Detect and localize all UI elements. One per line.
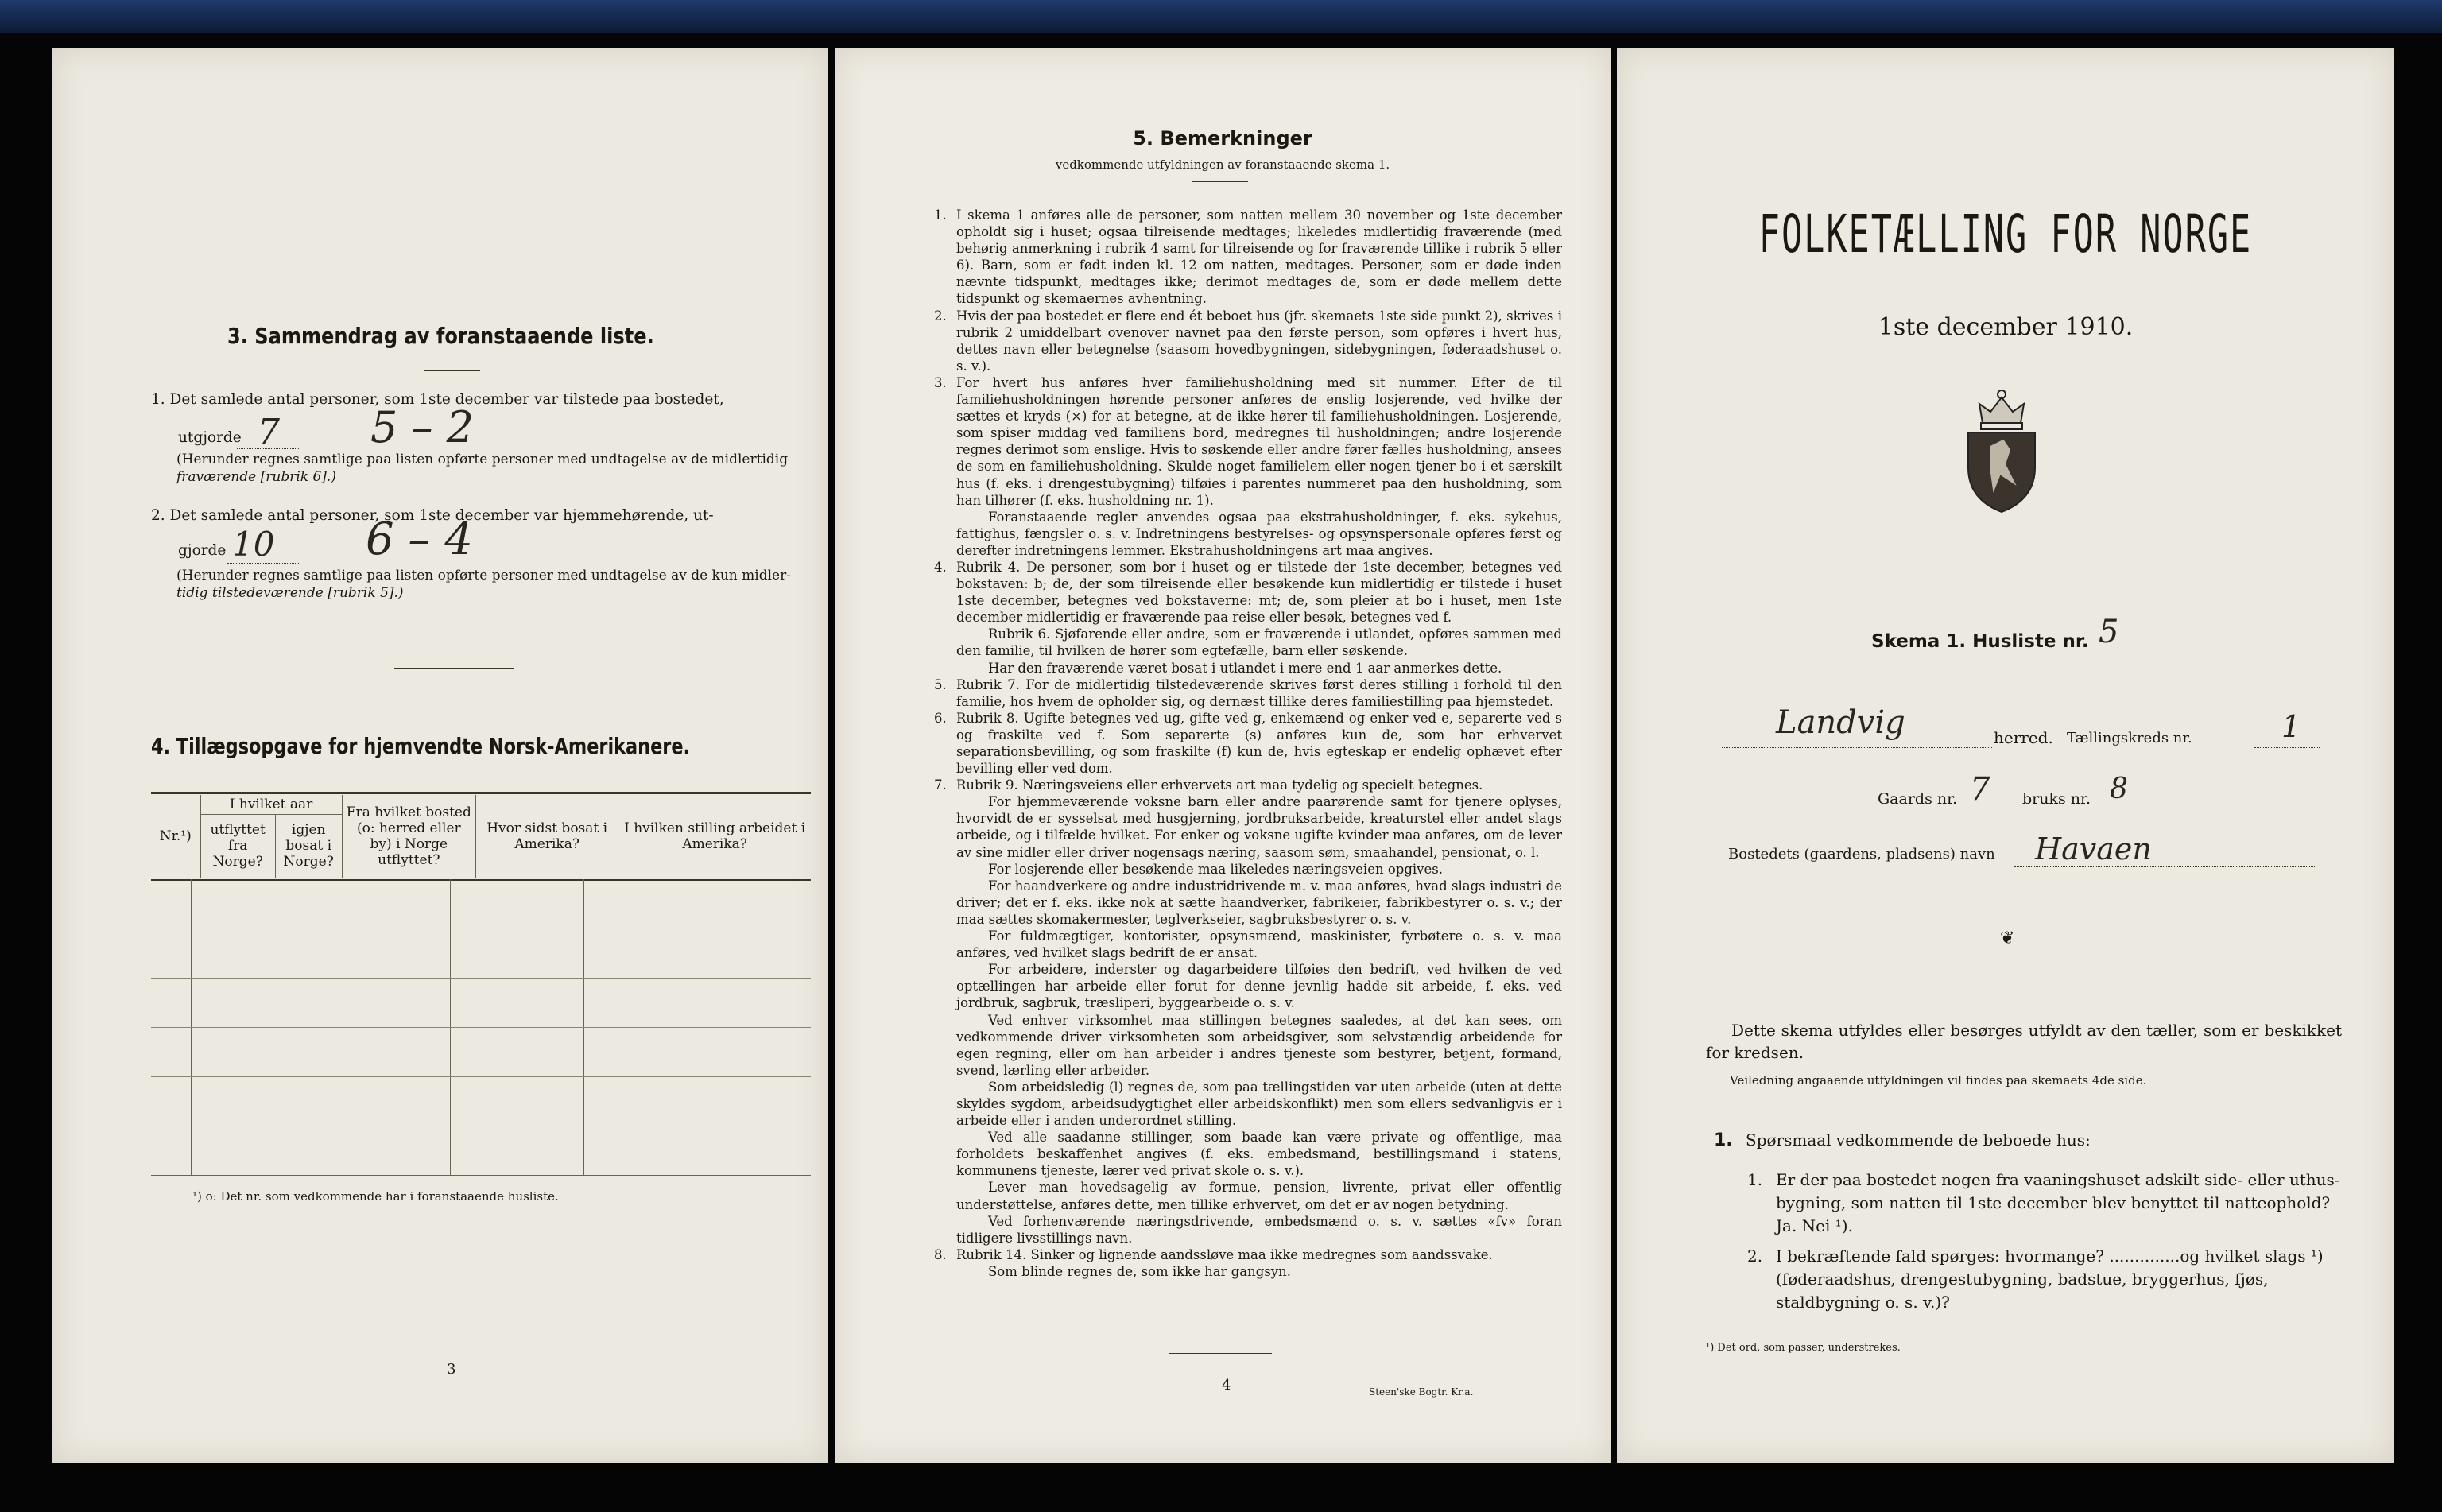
remarks-title: 5. Bemerkninger [1133, 127, 1312, 149]
remarks-subtitle: vedkommende utfyldningen av foranstaaende skema 1. [1055, 157, 1390, 172]
q1-prefix: utgjorde [178, 429, 242, 446]
q2-num: 2. [1747, 1246, 1763, 1266]
bosted-label: Bostedets (gaardens, pladsens) navn [1728, 846, 1995, 863]
remark-text: Foranstaaende regler anvendes ogsaa paa ekstrahusholdninger, f. eks. sykehus, fattighus, fængsler o. s. v. Indretningens bestyrelses- og opsynspersonale opføres først og derefter indretningens lemmer. Ekstrahusholdningens art maa angives. [956, 509, 1562, 558]
herred-label: herred. [1994, 728, 2053, 747]
col-fra: Fra hvilket bosted (o: herred eller by) i Norge utflyttet? [342, 795, 476, 878]
q1-handwritten: 5 – 2 [370, 402, 475, 452]
page-number: 3 [447, 1361, 456, 1378]
remark-item [934, 660, 1562, 677]
remark-item [934, 509, 1562, 559]
remark-text: For hvert hus anføres hver familiehusholdning med sit nummer. Efter de til familiehusholdningen hørende personer anføres de enslig losjerende, ved hvilke der sættes et kryds (×) for at betegne, at de ikke hører til familiehusholdningen. Losjerende, som spiser middag ved familiens bord, medregnes til husholdningen; andre losjerende regnes derimot som enslige. Hvis to søskende eller andre fører fælles husholdning, ansees de som en familiehusholdning. Skulde noget familielem eller nogen tjener bo i et særskilt hus (f. eks. i drengestubygning) tilføies i parentes nummeret paa den husholdning, som han tilhører (f. eks. husholdning nr. 1). [956, 374, 1562, 508]
page-number: 4 [1222, 1377, 1231, 1394]
remark-text: Har den fraværende været bosat i utlandet i mere end 1 aar anmerkes dette. [988, 660, 1502, 676]
q2-value: 10 [232, 525, 275, 564]
remark-text: Ved enhver virksomhet maa stillingen betegnes saaledes, at det kan sees, om vedkommende driver virksomheten som arbeidsgiver, som selvstændig arbeidende for egen regning, eller om han arbeider i andres tjeneste som bestyrer, betjent, formand, svend, lærling eller arbeider. [956, 1012, 1562, 1078]
row-line [151, 1027, 811, 1028]
remark-item [934, 861, 1562, 878]
remark-item [934, 1246, 1562, 1263]
remark-item [934, 878, 1562, 928]
remark-text: Hvis der paa bostedet er flere end ét beboet hus (jfr. skemaets 1ste side punkt 2), skrives i rubrik 2 umiddelbart ovenover navnet paa den første person, som opføres i hvert hus, dettes navn eller betegnelse (saasom hovedbygningen, sidebygningen, føderaadshuset o. s. v.). [956, 308, 1562, 374]
remark-text: For fuldmægtiger, kontorister, opsynsmænd, maskinister, fyrbøtere o. s. v. maa anføres, ved hvilket slags bedrift de er ansat. [956, 929, 1562, 961]
col-group: I hvilket aar [200, 795, 342, 814]
remark-item [934, 677, 1562, 710]
remark-number: 6. [934, 710, 947, 726]
q1-num: 1. [1747, 1170, 1763, 1189]
q2-text: 2. Det samlede antal personer, som 1ste december var hjemmehørende, ut- [151, 507, 714, 524]
intro-small: Veiledning angaaende utfyldningen vil findes paa skemaets 4de side. [1730, 1073, 2147, 1087]
remark-text: I skema 1 anføres alle de personer, som natten mellem 30 november og 1ste december opholdt sig i huset; ogsaa tilreisende medtages; likeledes midlertidig fraværende (med behørig anmerkning i rubrik 4 samt for tilreisende og for fraværende tillike i rubrik 5 eller 6). Barn, som er født inden kl. 12 om natten, medtages. Personer, som er døde inden nævnte tidspunkt, medtages ikke; derimot medtages de, som er døde mellem dette tidspunkt og skemaernes avhentning. [956, 207, 1562, 307]
q1-value: 7 [258, 412, 280, 452]
norsk-amerikanere-table [151, 795, 811, 878]
remark-number: 1. [934, 207, 947, 223]
remark-item [934, 1012, 1562, 1079]
main-title: FOLKETÆLLING FOR NORGE [1758, 204, 2253, 265]
remark-text: Ved forhenværende næringsdrivende, embedsmænd o. s. v. sættes «fv» foran tidligere livsstillings navn. [956, 1213, 1562, 1246]
bosted-line [2014, 866, 2316, 867]
middle-page [835, 48, 1611, 1463]
col-nr: Nr.¹) [151, 795, 200, 878]
remark-number: 7. [934, 777, 947, 793]
census-date: 1ste december 1910. [1878, 313, 2134, 341]
q2-note-2: tidig tilstedeværende [rubrik 5].) [176, 585, 404, 601]
bruks-label: bruks nr. [2022, 790, 2091, 808]
divider [1169, 1353, 1272, 1354]
remarks-list [934, 207, 1562, 1280]
krets-line [2254, 747, 2320, 748]
divider [1192, 181, 1248, 182]
col-igjen: igjen bosat i Norge? [275, 814, 342, 878]
table-body-frame [151, 879, 811, 1176]
remark-item [934, 1263, 1562, 1280]
section-3-title: 3. Sammendrag av foranstaaende liste. [227, 323, 654, 349]
remark-text: Rubrik 7. For de midlertidig tilstedeværende skrives først deres stilling i forhold til den familie, hos hvem de opholder sig, og dernæst tillike deres familiestilling paa hjemstedet. [956, 677, 1562, 709]
remark-item [934, 626, 1562, 659]
remark-text: For losjerende eller besøkende maa likeledes næringsveien opgives. [988, 861, 1443, 877]
question-head-num: 1. [1714, 1130, 1733, 1150]
scanner-top-band [0, 0, 2442, 33]
remark-text: Som arbeidsledig (l) regnes de, som paa tællingstiden var uten arbeide (uten at dette skyldes sygdom, arbeidsudygtighet eller arbeidskonflikt) men som ellers sedvanligvis er i arbeide eller i anden underordnet stilling. [956, 1079, 1562, 1129]
q2-text: I bekræftende fald spørges: hvormange? ..............og hvilket slags ¹) (føderaadshus, drengestubygning, badstue, bryggerhus, fjøs, staldbygning o. s. v.)? [1776, 1246, 2324, 1312]
krets-label: Tællingskreds nr. [2067, 730, 2192, 746]
title-wrap [1617, 204, 2394, 265]
intro-text: Dette skema utfyldes eller besørges utfyldt av den tæller, som er beskikket for kredsen. [1706, 1021, 2342, 1062]
herred-line [1722, 747, 1992, 748]
remark-item [934, 374, 1562, 509]
remark-number: 4. [934, 559, 947, 575]
divider [394, 668, 514, 669]
remark-text: For hjemmeværende voksne barn eller andre paarørende samt for tjenere oplyses, hvorvidt de er sysselsat med husgjerning, jordbruksarbeide, kreaturstel eller andet slags arbeide, og i tilfælde hvilket. For enker og voksne ugifte kvinder maa anføres, om de lever av sine midler eller driver nogensags næring, saasom søm, smaahandel, pensionat, o. l. [956, 794, 1562, 860]
remark-number: 2. [934, 308, 947, 324]
q1-text: Er der paa bostedet nogen fra vaaningshuset adskilt side- eller uthus-bygning, som natten til 1ste december blev benyttet til natteophold? Ja. Nei ¹). [1776, 1170, 2340, 1235]
right-page [1617, 48, 2394, 1463]
col-stilling: I hvilken stilling arbeidet i Amerika? [618, 795, 811, 878]
bruks-value: 8 [2110, 773, 2128, 805]
remark-text: Rubrik 14. Sinker og lignende aandssløve maa ikke medregnes som aandssvake. [956, 1246, 1493, 1262]
remark-text: Ved alle saadanne stillinger, som baade kan være private og offentlige, maa forholdets beskaffenhet angives (f. eks. embedsmand, bestillingsmand i statens, kommunens tjeneste, lærer ved privat skole o. s. v.). [956, 1130, 1562, 1179]
remark-text: Rubrik 8. Ugifte betegnes ved ug, gifte ved g, enkemænd og enker ved e, separerte ved s og fraskilte ved f. Som separerte (s) anføres kun de, som har erhvervet separationsbevilling, og som fraskilte (f) kun de, hvis egteskap er endelig ophævet efter bevilling eller ved dom. [956, 710, 1562, 777]
q2-prefix: gjorde [178, 542, 227, 559]
ornament-icon: ❦ [2000, 929, 2015, 948]
remark-text: Som blinde regnes de, som ikke har gangsyn. [988, 1263, 1291, 1279]
section-4-title: 4. Tillægsopgave for hjemvendte Norsk-Amerikanere. [151, 733, 691, 759]
remark-item [934, 1213, 1562, 1246]
col-hvor: Hvor sidst bosat i Amerika? [476, 795, 618, 878]
remark-item [934, 308, 1562, 374]
remark-text: For arbeidere, inderster og dagarbeidere tilføies den bedrift, ved hvilken de ved optællingen har arbeide eller forut for denne jevnlig hadde sit arbeide, f. eks. ved jordbruk, sagbruk, træsliperi, byggearbeide o. s. v. [956, 962, 1562, 1011]
remark-text: Rubrik 4. De personer, som bor i huset og er tilstede der 1ste december, betegnes ved bokstaven: b; de, der som tilreisende eller besøkende kun midlertidig er tilstede i huset 1ste december, betegnes ved bokstaverne: mt; de, som pleier at bo i huset, men 1ste december midlertidig er fraværende paa reise eller besøk, betegnes ved f. [956, 559, 1562, 626]
remark-item [934, 928, 1562, 961]
table-top-rule [151, 792, 811, 794]
remark-item [934, 777, 1562, 793]
remark-text: Lever man hovedsagelig av formue, pension, livrente, privat eller offentlig understøttelse, anføres dette, men tillike erhvervet, om det er av nogen betydning. [956, 1180, 1562, 1212]
q2-handwritten: 6 – 4 [366, 514, 473, 565]
gaards-value: 7 [1970, 771, 1990, 808]
remark-item [934, 1179, 1562, 1212]
printer-mark: Steen'ske Bogtr. Kr.a. [1369, 1386, 1474, 1398]
left-page [52, 48, 828, 1463]
remark-item [934, 1129, 1562, 1179]
remark-item [934, 961, 1562, 1011]
remark-item [934, 207, 1562, 308]
row-line [151, 978, 811, 979]
remark-number: 3. [934, 374, 947, 390]
q1-note-2: fraværende [rubrik 6].) [176, 469, 336, 485]
remark-number: 5. [934, 677, 947, 692]
q2-note-1: (Herunder regnes samtlige paa listen opførte personer med undtagelse av de kun midler- [176, 568, 791, 583]
remark-text: Rubrik 6. Sjøfarende eller andre, som er fraværende i utlandet, opføres sammen med den familie, til hvilken de hører som egtefælle, barn eller søskende. [956, 626, 1562, 659]
gaards-label: Gaards nr. [1878, 790, 1958, 808]
herred-value: Landvig [1776, 704, 1905, 741]
husliste-nr: 5 [2099, 614, 2119, 650]
remark-item [934, 1079, 1562, 1129]
remark-text: For haandverkere og andre industridrivende m. v. maa anføres, hvad slags industri de driver; det er f. eks. ikke nok at sætte haandverker, fabrikeier, fabrikbestyrer o. s. v.; der maa sættes skomakermester, teglverkseier, sagbruksbestyrer o. s. v. [956, 878, 1562, 927]
q1-text: 1. Det samlede antal personer, som 1ste december var tilstede paa bostedet, [151, 391, 724, 408]
remark-item [934, 793, 1562, 860]
coat-of-arms-icon [1959, 388, 2045, 515]
remark-text: Rubrik 9. Næringsveiens eller erhvervets art maa tydelig og specielt betegnes. [956, 777, 1483, 793]
remark-number: 8. [934, 1246, 947, 1262]
q1-note-1: (Herunder regnes samtlige paa listen opførte personer med undtagelse av de midlertidig [176, 452, 789, 467]
table-footnote: ¹) o: Det nr. som vedkommende har i foranstaaende husliste. [192, 1189, 559, 1204]
krets-value: 1 [2281, 709, 2301, 744]
remark-item [934, 559, 1562, 626]
bosted-value: Havaen [2035, 832, 2152, 866]
footnote: ¹) Det ord, som passer, understrekes. [1706, 1342, 1901, 1354]
row-line [151, 1076, 811, 1077]
skema-label: Skema 1. Husliste nr. [1871, 631, 2089, 652]
question-head: Spørsmaal vedkommende de beboede hus: [1746, 1130, 2091, 1150]
remark-item [934, 710, 1562, 777]
col-utflyttet: utflyttet fra Norge? [200, 814, 275, 878]
divider [424, 370, 480, 371]
